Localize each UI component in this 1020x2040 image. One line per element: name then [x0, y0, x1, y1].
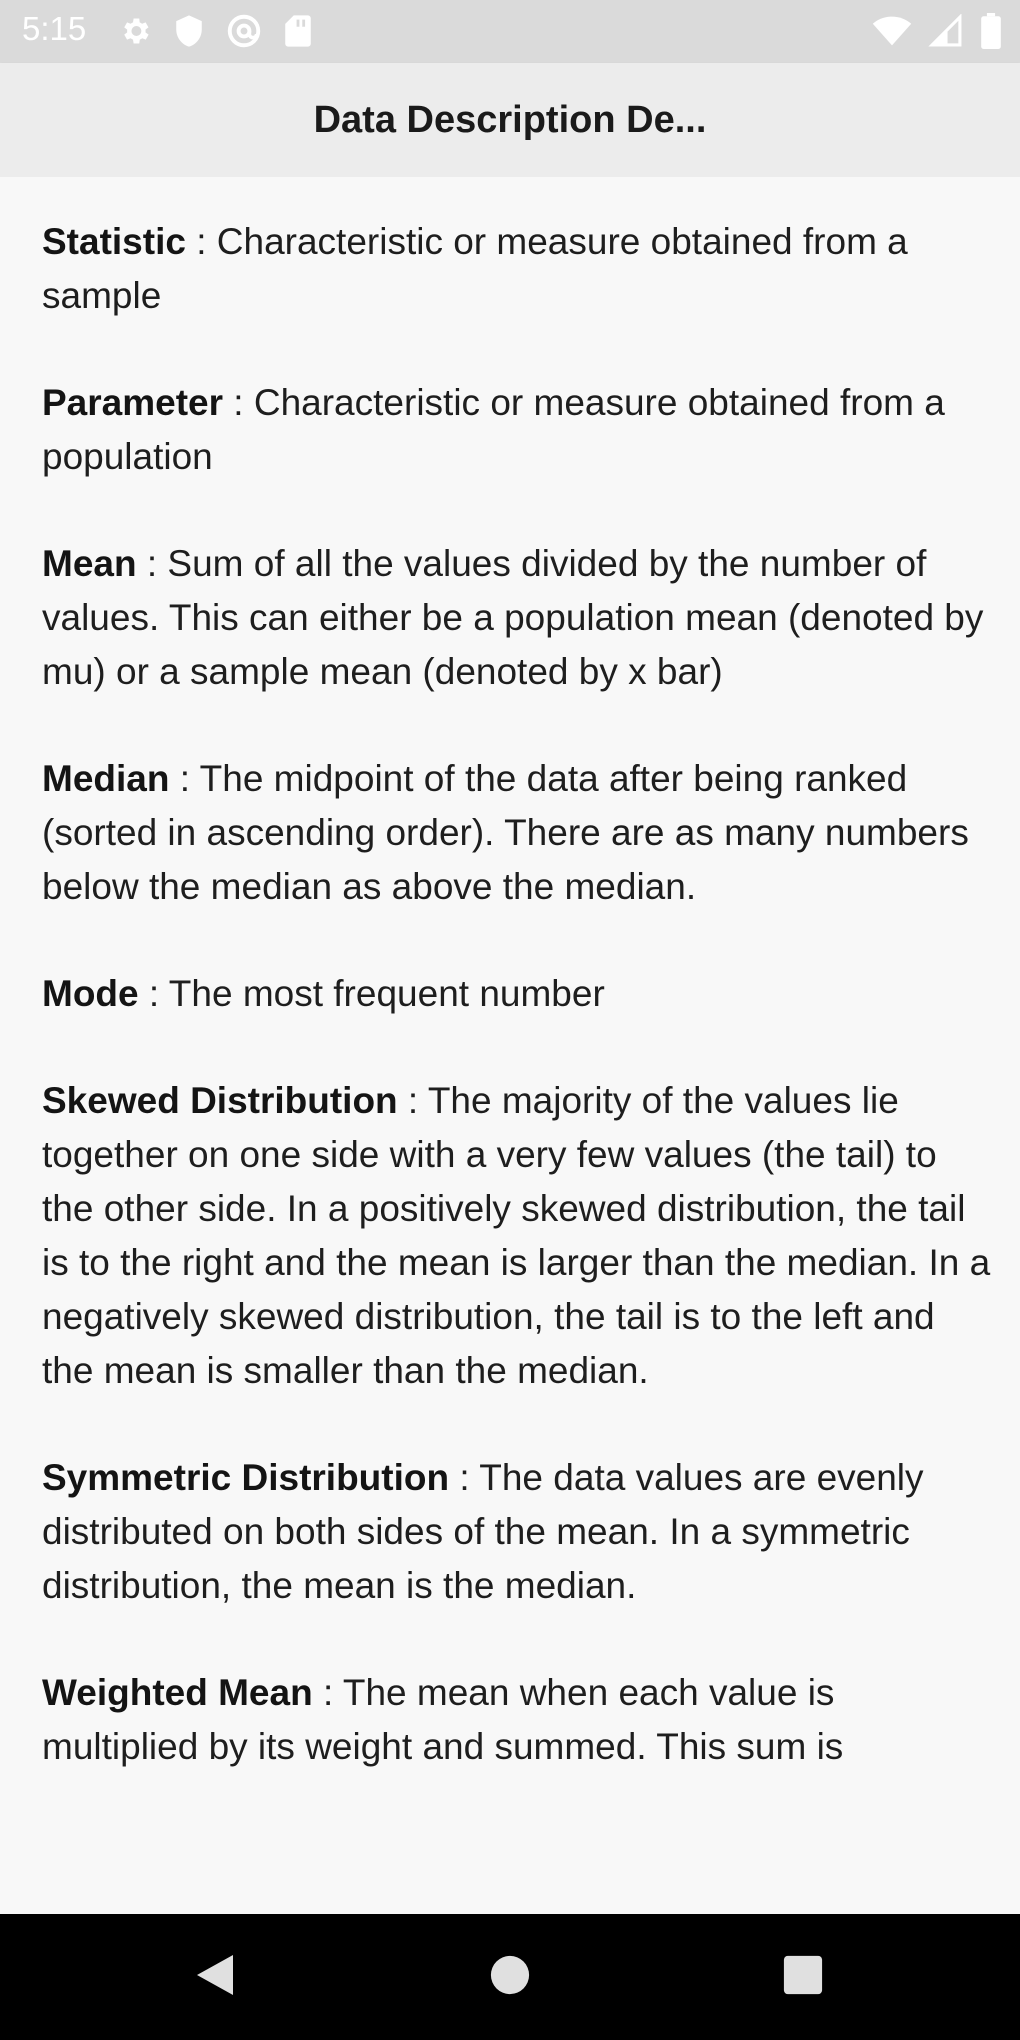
status-notification-icons	[118, 13, 312, 54]
term-separator: :	[397, 1080, 428, 1121]
status-time: 5:15	[22, 10, 87, 47]
definition-item	[42, 1666, 992, 1774]
at-sign-icon	[226, 13, 262, 54]
term-name: Median	[42, 758, 170, 799]
definition-item	[42, 376, 992, 484]
term-name: Mode	[42, 973, 139, 1014]
navigation-bar	[0, 1914, 1020, 2040]
signal-icon	[928, 14, 964, 53]
definition-item	[42, 752, 992, 914]
home-button[interactable]	[455, 1914, 565, 2040]
term-name: Weighted Mean	[42, 1672, 313, 1713]
term-definition: Sum of all the values divided by the number of values. This can either be a population mean (denoted by mu) or a sample mean (denoted by x bar)	[42, 543, 984, 692]
app-bar	[0, 63, 1020, 177]
back-icon	[193, 1951, 237, 2004]
term-name: Skewed Distribution	[42, 1080, 398, 1121]
status-bar	[0, 0, 1020, 63]
definition-item	[42, 215, 992, 323]
term-definition: The midpoint of the data after being ranked (sorted in ascending order). There are as many numbers below the median as above the median.	[42, 758, 969, 907]
definitions-scroll-view[interactable]	[0, 177, 1020, 1914]
definitions-list	[42, 215, 992, 1827]
term-separator: :	[169, 758, 200, 799]
definition-item	[42, 967, 992, 1021]
wifi-icon	[872, 15, 912, 52]
battery-icon	[980, 13, 1002, 54]
term-definition: Characteristic or measure obtained from a sample	[42, 221, 908, 316]
sd-card-icon	[284, 14, 312, 53]
gear-icon	[118, 14, 152, 53]
term-separator: :	[223, 382, 254, 423]
recents-button[interactable]	[748, 1914, 858, 2040]
term-definition: The data values are evenly distributed on both sides of the mean. In a symmetric distribution, the mean is the median.	[42, 1457, 924, 1606]
shield-icon	[174, 14, 204, 53]
definition-item	[42, 537, 992, 699]
term-definition: The mean when each value is multiplied by its weight and summed. This sum is	[42, 1672, 844, 1767]
term-definition: Characteristic or measure obtained from a population	[42, 382, 945, 477]
term-definition: The most frequent number	[168, 973, 605, 1014]
term-name: Symmetric Distribution	[42, 1457, 450, 1498]
definition-item	[42, 1451, 992, 1613]
term-separator: :	[136, 543, 168, 584]
status-system-icons	[872, 13, 1002, 54]
definition-item	[42, 1074, 992, 1398]
term-name: Mean	[42, 543, 137, 584]
recents-icon	[782, 1954, 824, 2001]
term-separator: :	[185, 221, 217, 262]
back-button[interactable]	[160, 1914, 270, 2040]
term-separator: :	[312, 1672, 343, 1713]
term-separator: :	[449, 1457, 480, 1498]
page-title: Data Description De...	[313, 98, 707, 141]
term-definition: The majority of the values lie together on one side with a very few values (the tail) to the other side. In a positively skewed distribution, the tail is to the right and the mean is larger than the median. In a negatively skewed distribution, the tail is to the left and the mean is smaller than the median.	[42, 1080, 991, 1391]
home-icon	[489, 1954, 531, 2001]
term-name: Statistic	[42, 221, 186, 262]
term-separator: :	[138, 973, 169, 1014]
term-name: Parameter	[42, 382, 224, 423]
